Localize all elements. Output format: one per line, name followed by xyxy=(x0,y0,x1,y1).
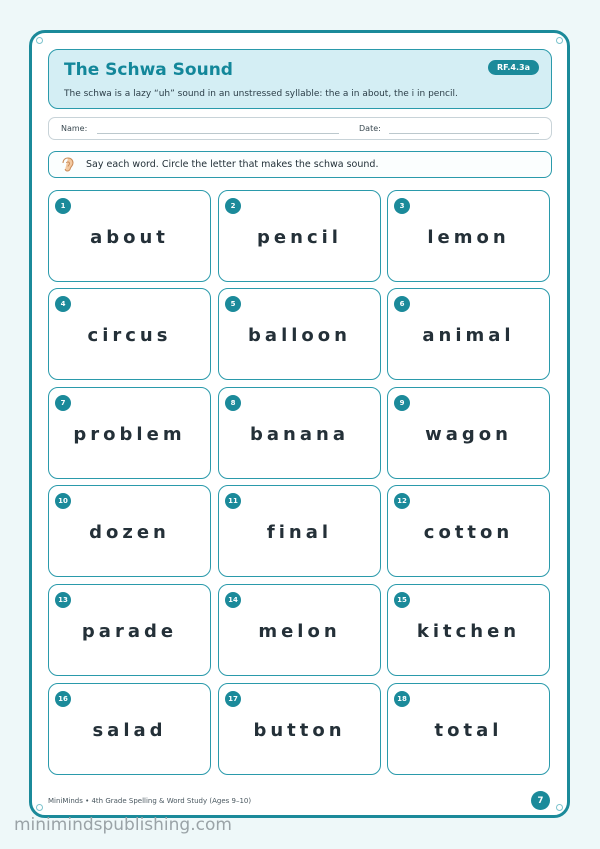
word-card[interactable] xyxy=(48,387,211,479)
page-subtitle: The schwa is a lazy “uh” sound in an unstressed syllable: the a in about, the i in pencil. xyxy=(64,89,458,99)
word-number-badge: 16 xyxy=(55,691,71,707)
word-number-badge: 10 xyxy=(55,493,71,509)
word-card[interactable] xyxy=(387,387,550,479)
word-card[interactable] xyxy=(387,683,550,775)
word-text[interactable]: cotton xyxy=(423,522,514,543)
word-text[interactable]: pencil xyxy=(257,227,342,248)
page-number: 7 xyxy=(531,791,550,810)
word-card[interactable] xyxy=(48,584,211,676)
word-text[interactable]: banana xyxy=(250,424,349,445)
word-card[interactable] xyxy=(218,190,381,282)
word-card[interactable] xyxy=(387,584,550,676)
word-number-badge: 13 xyxy=(55,592,71,608)
page-title: The Schwa Sound xyxy=(64,60,233,80)
word-card[interactable] xyxy=(48,190,211,282)
standard-badge: RF.4.3a xyxy=(488,60,539,75)
word-number-badge: 15 xyxy=(394,592,410,608)
word-number-badge: 4 xyxy=(55,296,71,312)
word-number-badge: 9 xyxy=(394,395,410,411)
word-number-badge: 8 xyxy=(225,395,241,411)
word-card[interactable] xyxy=(218,683,381,775)
word-number-badge: 17 xyxy=(225,691,241,707)
word-text[interactable]: salad xyxy=(92,720,167,741)
word-text[interactable]: parade xyxy=(81,621,178,642)
instructions-text: Say each word. Circle the letter that makes the schwa sound. xyxy=(86,159,379,170)
word-text[interactable]: balloon xyxy=(248,325,351,346)
name-label: Name: xyxy=(61,124,88,133)
name-line[interactable] xyxy=(97,133,339,134)
word-card[interactable] xyxy=(387,485,550,577)
word-number-badge: 7 xyxy=(55,395,71,411)
word-text[interactable]: melon xyxy=(258,621,341,642)
word-number-badge: 1 xyxy=(55,198,71,214)
word-card[interactable] xyxy=(218,288,381,380)
student-info-bar xyxy=(48,117,552,140)
instructions-box xyxy=(48,151,552,178)
word-card[interactable] xyxy=(218,584,381,676)
corner-dot xyxy=(36,37,43,44)
word-card[interactable] xyxy=(387,288,550,380)
footer-text: MiniMinds • 4th Grade Spelling & Word Study (Ages 9–10) xyxy=(48,797,252,805)
word-text[interactable]: animal xyxy=(422,325,515,346)
corner-dot xyxy=(36,804,43,811)
word-text[interactable]: kitchen xyxy=(416,621,521,642)
word-card[interactable] xyxy=(218,387,381,479)
word-card[interactable] xyxy=(48,288,211,380)
word-card[interactable] xyxy=(48,683,211,775)
word-text[interactable]: lemon xyxy=(427,227,510,248)
word-number-badge: 3 xyxy=(394,198,410,214)
word-card[interactable] xyxy=(218,485,381,577)
date-line[interactable] xyxy=(389,133,539,134)
word-text[interactable]: button xyxy=(253,720,346,741)
word-text[interactable]: wagon xyxy=(425,424,512,445)
corner-dot xyxy=(556,804,563,811)
watermark: minimindspublishing.com xyxy=(14,815,232,835)
header-banner xyxy=(48,49,552,109)
word-number-badge: 14 xyxy=(225,592,241,608)
word-number-badge: 2 xyxy=(225,198,241,214)
word-text[interactable]: dozen xyxy=(89,522,170,543)
word-number-badge: 12 xyxy=(394,493,410,509)
word-text[interactable]: final xyxy=(266,522,333,543)
corner-dot xyxy=(556,37,563,44)
word-card[interactable] xyxy=(48,485,211,577)
word-number-badge: 11 xyxy=(225,493,241,509)
word-card[interactable] xyxy=(387,190,550,282)
date-label: Date: xyxy=(359,124,381,133)
word-number-badge: 5 xyxy=(225,296,241,312)
word-text[interactable]: about xyxy=(90,227,169,248)
word-number-badge: 18 xyxy=(394,691,410,707)
word-number-badge: 6 xyxy=(394,296,410,312)
word-text[interactable]: total xyxy=(434,720,503,741)
word-text[interactable]: circus xyxy=(87,325,172,346)
word-text[interactable]: problem xyxy=(73,424,186,445)
ear-icon xyxy=(62,157,74,176)
